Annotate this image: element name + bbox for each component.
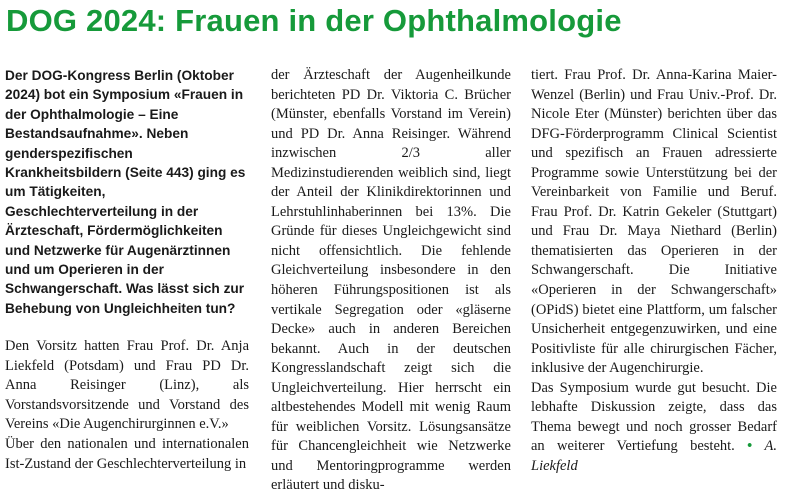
column-2 [271,66,511,496]
body-paragraph: Den Vorsitz hatten Frau Prof. Dr. Anja Liekfeld (Potsdam) und Frau PD Dr. Anna Reisinger (Linz), als Vorstandsvorsitzende und Vorstand des Vereins «Die Augenchirurginnen e.V.» [5,338,249,433]
body-paragraph: Über den nationalen und internationalen Ist-Zustand der Geschlechterverteilung in [5,436,249,472]
closing-paragraph [531,379,777,477]
end-bullet-icon: • [747,438,753,455]
article-title: DOG 2024: Frauen in der Ophthalmologie [6,3,622,38]
column-3 [531,66,777,476]
author-name: A. Liekfeld [531,438,777,474]
column-1 [5,66,249,474]
body-paragraph: tiert. Frau Prof. Dr. Anna-Karina Maier-Wenzel (Berlin) und Frau Univ.-Prof. Dr. Nicole Eter (Münster) berichten über das DFG-Förderprogramm Clinical Scientist und spezifisch an Frauen adressierte Programme sowie Unterstützung bei der Vereinbarkeit von Familie und Beruf. Frau Prof. Dr. Katrin Gekeler (Stuttgart) und Frau Dr. Maya Niethard (Berlin) thematisierten das Operieren in der Schwangerschaft. Die Initiative «Operieren in der Schwangerschaft» (OPidS) bietet eine Plattform, um falscher Unsicherheit entgegenzuwirken, und eine Positivliste für alle chirurgischen Fächer, inklusive der Augenchirurgie. [531,67,777,377]
lead-paragraph: Der DOG-Kongress Berlin (Oktober 2024) bot ein Symposium «Frauen in der Ophthalmologie – Eine Bestandsaufnahme». Neben genderspezifischen Krankheitsbildern (Seite 443) ging es um Tätigkeiten, Geschlechterverteilung in der Ärzteschaft, Fördermöglichkeiten und Netzwerke für Augenärztinnen und um Operieren in der Schwangerschaft. Was lässt sich zur Behebung von Ungleichheiten tun? [5,68,246,316]
closing-text: Das Symposium wurde gut besucht. Die lebhafte Diskussion zeigte, dass das Thema bewegt und noch grosser Bedarf an weiterer Vertiefung besteht. [531,379,777,455]
body-paragraph: der Ärzteschaft der Augenheilkunde berichteten PD Dr. Viktoria C. Brücher (Münster, ebenfalls Vorstand im Verein) und PD Dr. Anna Reisinger. Während inzwischen 2/3 aller Medizinstudierenden weiblich sind, liegt der Anteil der Klinikdirektorinnen und Lehrstuhlinhaberinnen bei 13%. Die Gründe für dieses Ungleichgewicht sind nicht offensichtlich. Die fehlende Gleichverteilung insbesondere in den höheren Führungspositionen ist als vertikale Segregation oder «gläserne Decke» auch in anderen Bereichen bekannt. Auch in der deutschen Kongresslandschaft zeigt sich die Ungleichverteilung. Hier herrscht ein altbestehendes Modell mit wenig Raum für weiblichen Vorsitz. Lösungsansätze für Chancengleichheit wie Netzwerke und Mentoringprogramme werden erläutert und disku- [271,67,511,494]
